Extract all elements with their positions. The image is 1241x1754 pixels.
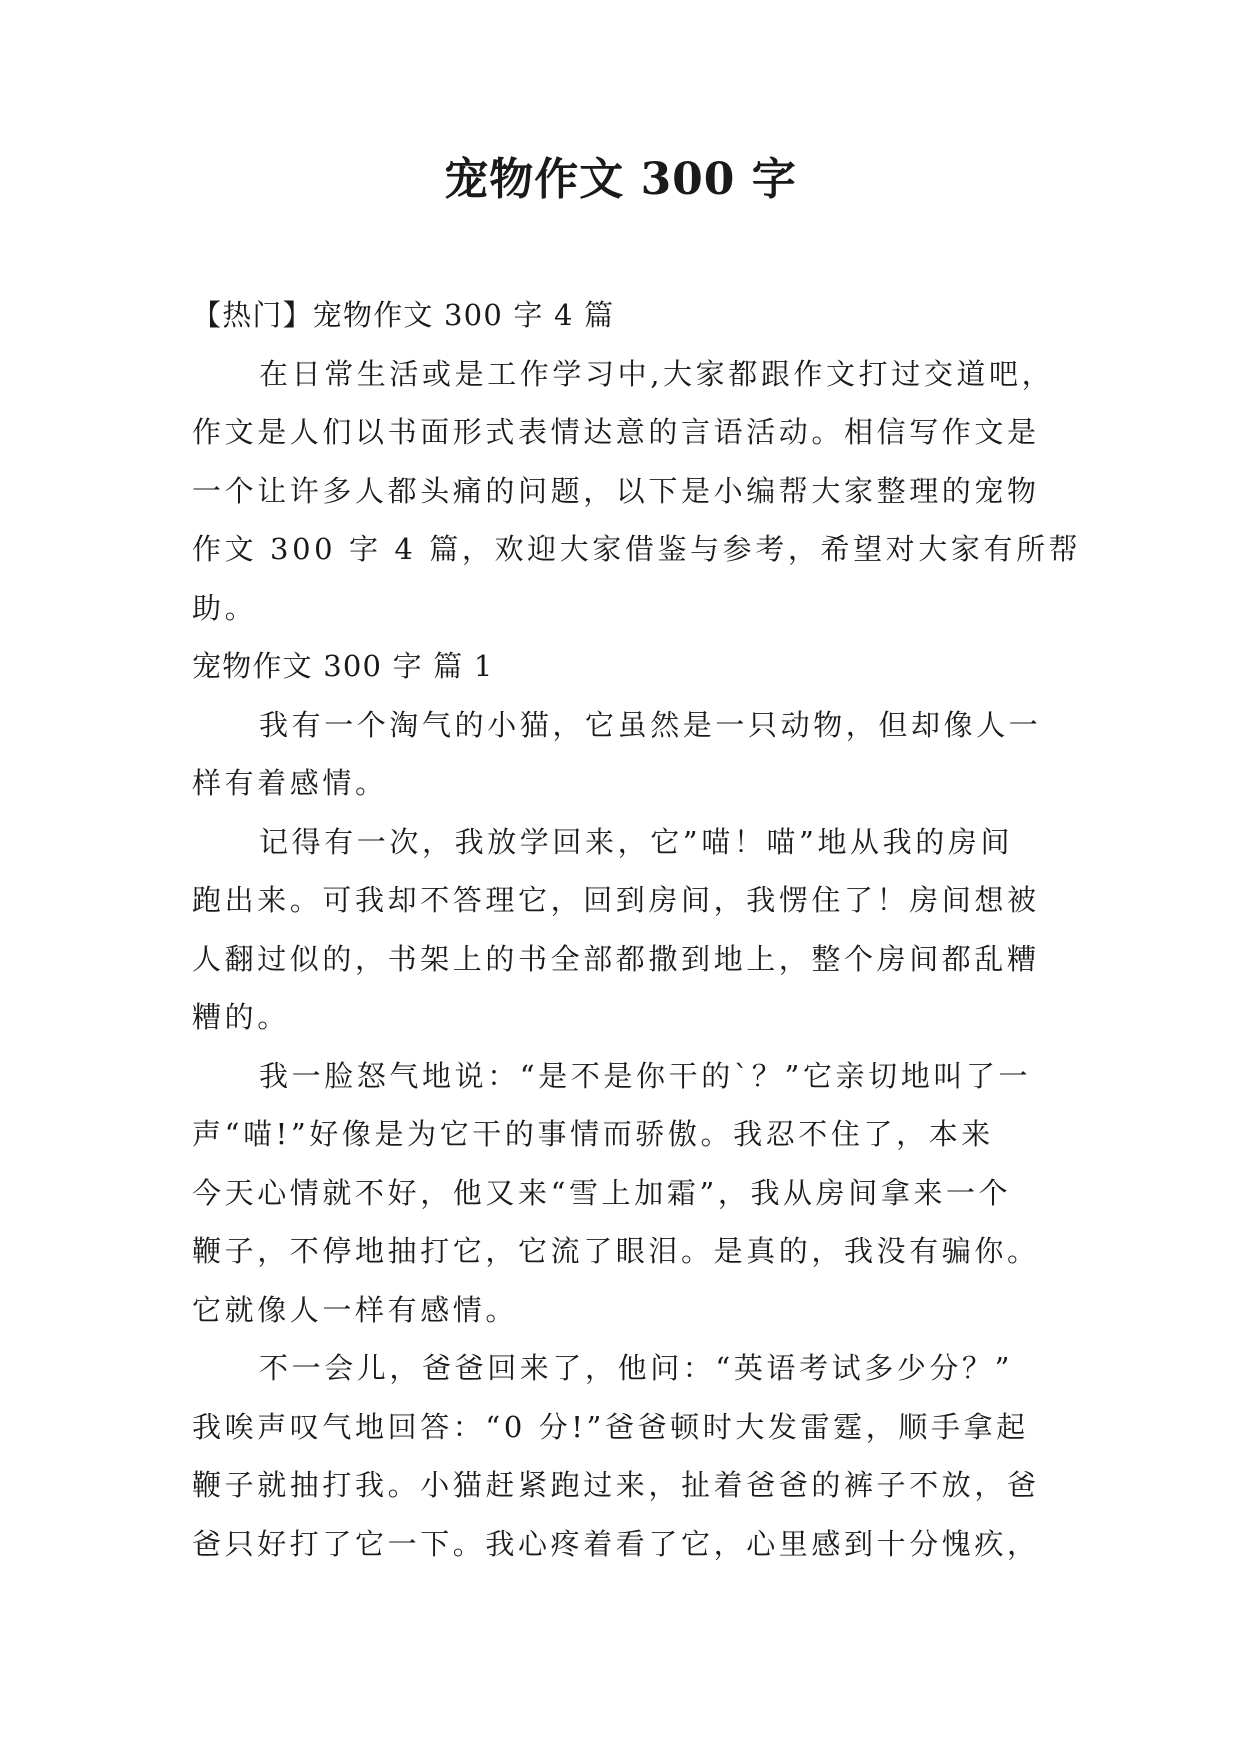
document-body [192, 286, 1082, 1573]
section-heading-line: 宠物作文 300 字 篇 1 [192, 649, 494, 683]
paragraph-line: 它就像人一样有感情。 [192, 1292, 519, 1327]
paragraph-line: 我有一个淘气的小猫，它虽然是一只动物，但却像人一 [259, 707, 1042, 742]
paragraph-line: 作文是人们以书面形式表情达意的言语活动。相信写作文是 [192, 415, 1040, 449]
document-title: 宠物作文 300 字 [444, 154, 797, 205]
paragraph-line: 记得有一次，我放学回来，它”喵！喵”地从我的房间 [259, 824, 1014, 859]
paragraph-line: 鞭子就抽打我。小猫赶紧跑过来，扯着爸爸的裤子不放，爸 [192, 1468, 1040, 1502]
paragraph-line: 爸只好打了它一下。我心疼着看了它，心里感到十分愧疚， [192, 1526, 1040, 1561]
paragraph-line: 今天心情就不好，他又来“雪上加霜”，我从房间拿来一个 [192, 1175, 1012, 1210]
paragraph-line: 样有着感情。 [192, 766, 388, 800]
paragraph-line: 我唉声叹气地回答：“0 分!”爸爸顿时大发雷霆，顺手拿起 [192, 1409, 1029, 1444]
paragraph-line: 助。 [192, 590, 258, 625]
paragraph-line: 鞭子，不停地抽打它，它流了眼泪。是真的，我没有骗你。 [192, 1234, 1040, 1268]
paragraph-line: 我一脸怒气地说：“是不是你干的`？”它亲切地叫了一 [259, 1058, 1032, 1093]
paragraph-line: 声“喵!”好像是为它干的事情而骄傲。我忍不住了，本来 [192, 1117, 994, 1151]
paragraph-line: 在日常生活或是工作学习中,大家都跟作文打过交道吧， [259, 356, 1055, 391]
paragraph-line: 作文 300 字 4 篇，欢迎大家借鉴与参考，希望对大家有所帮 [192, 532, 1082, 566]
paragraph-line: 不一会儿，爸爸回来了，他问：“英语考试多少分？” [259, 1351, 1014, 1385]
paragraph-line: 一个让许多人都头痛的问题，以下是小编帮大家整理的宠物 [192, 473, 1040, 508]
paragraph-line: 人翻过似的，书架上的书全部都撒到地上，整个房间都乱糟 [192, 941, 1040, 976]
paragraph-line: 糟的。 [192, 1000, 290, 1034]
paragraph-line: 跑出来。可我却不答理它，回到房间，我愣住了！房间想被 [192, 883, 1040, 917]
section-heading-line: 【热门】宠物作文 300 字 4 篇 [192, 298, 615, 332]
